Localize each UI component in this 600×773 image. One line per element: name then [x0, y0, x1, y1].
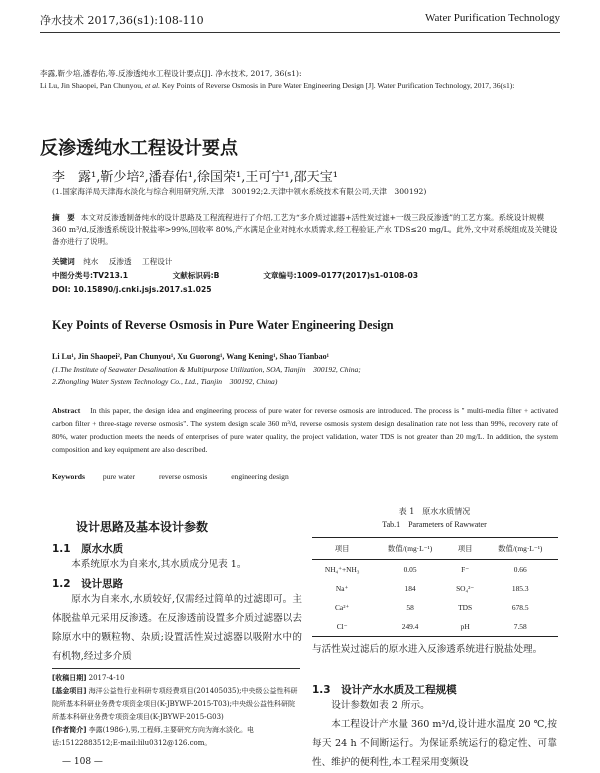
keyword-en: reverse osmosis	[158, 472, 208, 481]
table-row	[312, 560, 558, 580]
citation-en-etal: et al.	[144, 81, 161, 90]
keyword-cn: 反渗透	[108, 257, 132, 266]
affiliation-cn: (1.国家海洋局天津海水淡化与综合利用研究所,天津 300192;2.天津中领水系统技术有限公司,天津 300192)	[52, 187, 427, 196]
keywords-en-label: Keywords	[52, 472, 85, 481]
abstract-cn-text: 本文对反渗透制备纯水的设计思路及工程流程进行了介绍,工艺为“多介质过滤器+活性炭过滤+一级三段反渗透”的工艺方案。系统设计规模 360 m³/d,反渗透系统设计脱盐率>99%,回收率 80%,产水满足企业对纯水水质需求,经工程验证,产水 TDS≤20 mg/L。此外,文中对系统组成及关键设备亦进行了说明。	[52, 213, 558, 246]
paragraph-design-capacity: 本工程设计产水量 360 m³/d,设计进水温度 20 ℃,按每天 24 h 不间断运行。为保证系统运行的稳定性、可靠性、维护的便利性,本工程采用变频设	[312, 719, 557, 768]
header-rule	[40, 32, 560, 33]
table-cell: 0.05	[403, 565, 417, 574]
footnote-rule	[52, 668, 300, 669]
table-cell: Cl⁻	[312, 617, 372, 637]
table-cell: F⁻	[461, 565, 470, 574]
affiliation-en	[52, 364, 361, 388]
journal-header-cn: 净水技术 2017,36(s1):108-110	[40, 14, 204, 27]
raw-water-table-wrapper	[312, 537, 557, 637]
clc-number: 中图分类号:TV213.1	[52, 271, 129, 280]
paragraph-design-idea: 原水为自来水,水质较好,仅需经过简单的过滤即可。主体脱盐单元采用反渗透。在反渗透前设置多介质过滤器以去除原水中的颗粒物、杂质;设置活性炭过滤器以吸附水中的有机物,经过多介质	[52, 594, 302, 662]
authors-en: Li Lu¹, Jin Shaopei², Pan Chunyou¹, Xu Guorong¹, Wang Kening¹, Shao Tianbao¹	[52, 352, 330, 361]
table-header-cell: 数值/(mg·L⁻¹)	[372, 538, 448, 560]
article-number: 文章编号:1009-0177(2017)s1-0108-03	[263, 271, 419, 280]
paragraph-continuation: 与活性炭过滤后的原水进入反渗透系统进行脱盐处理。	[312, 644, 543, 655]
table-cell: Ca²⁺	[334, 603, 350, 612]
keywords-en	[52, 472, 311, 481]
abstract-en-text: In this paper, the design idea and engineering process of pure water for reverse osmosis are introduced. The process is " multi-media filter + activated carbon filter + three-stage reverse osmosis". The system design scale 360 m³/d, reverse osmosis system design desalination rate not less than 99%, recovery rate of 80%, water production meets the needs of enterprises of pure water quality, the project validation, water TDS is not greater than 20 mg/L. In addition, the system composition and key equipment are also described.	[52, 406, 558, 454]
raw-water-table	[312, 537, 558, 637]
paragraph-raw-water: 本系统原水为自来水,其水质成分见表 1。	[71, 559, 247, 570]
table-cell: 678.5	[511, 603, 529, 612]
abstract-en	[52, 404, 558, 456]
citation-en	[40, 80, 560, 92]
abstract-en-label: Abstract	[52, 406, 81, 415]
table-header-row	[312, 538, 558, 560]
document-code: 文献标识码:B	[172, 271, 220, 280]
citation-en-authors: Li Lu, Jin Shaopei, Pan Chunyou,	[40, 81, 145, 90]
table-cell: SO₄²⁻	[456, 584, 475, 593]
table-cell: 185.3	[511, 584, 529, 593]
note-author: [作者简介] 李露(1986-),男,工程师,主要研究方向为海水淡化。电话:15122883512;E-mail:lilu0312@126.com。	[52, 726, 254, 747]
table-header-cell: 项目	[448, 538, 483, 560]
section-heading-1-2: 1.2 设计思路	[52, 578, 124, 590]
keyword-cn: 工程设计	[142, 257, 173, 266]
classification-line	[52, 270, 558, 282]
citation-en-rest: Key Points of Reverse Osmosis in Pure Water Engineering Design [J]. Water Purification Technology, 2017, 36(s1):	[160, 81, 515, 90]
keyword-en: pure water	[102, 472, 136, 481]
authors-cn: 李 露¹,靳少培²,潘春佑¹,徐国荣¹,王可宁¹,邵天宝¹	[52, 170, 338, 185]
table-caption-en: Tab.1 Parameters of Rawwater	[382, 520, 487, 529]
table-caption-cn: 表 1 原水水质情况	[398, 507, 471, 516]
footnotes	[52, 672, 300, 750]
article-title-en: Key Points of Reverse Osmosis in Pure Water Engineering Design	[52, 318, 394, 332]
section-heading-1-3: 1.3 设计产水水质及工程规模	[312, 684, 457, 696]
table-cell: Na⁺	[335, 584, 349, 593]
table-cell: pH	[448, 617, 483, 637]
abstract-cn	[52, 212, 558, 248]
table-cell: 249.4	[372, 617, 448, 637]
keyword-en: engineering design	[231, 472, 289, 481]
journal-header-en: Water Purification Technology	[425, 12, 560, 24]
table-header-cell: 项目	[312, 538, 372, 560]
section-heading-1: 设计思路及基本设计参数	[76, 520, 209, 534]
table-cell: 58	[406, 603, 414, 612]
keyword-cn: 纯水	[83, 257, 99, 266]
affiliation-en-line2: 2.Zhongling Water System Technology Co., Ltd., Tianjin 300192, China)	[52, 377, 278, 386]
table-row	[312, 579, 558, 598]
table-row	[312, 617, 558, 637]
section-heading-1-1: 1.1 原水水质	[52, 543, 124, 555]
keywords-cn	[52, 256, 558, 268]
note-received: [收稿日期] 2017-4-10	[52, 674, 125, 682]
paragraph-design-params: 设计参数如表 2 所示。	[331, 700, 430, 711]
table-cell: TDS	[458, 603, 473, 612]
affiliation-en-line1: (1.The Institute of Seawater Desalination & Multipurpose Utilization, SOA, Tianjin 300192, China;	[52, 365, 361, 374]
table-row	[312, 598, 558, 617]
citation-cn: 李露,靳少培,潘春佑,等.反渗透纯水工程设计要点[J]. 净水技术, 2017, 36(s1):	[40, 69, 302, 78]
table-header-cell: 数值/(mg·L⁻¹)	[482, 538, 558, 560]
page-number: — 108 —	[62, 757, 103, 767]
article-title-cn: 反渗透纯水工程设计要点	[40, 138, 238, 159]
citation-block	[40, 68, 560, 92]
table-cell: NH₄⁺+NH₃	[324, 565, 360, 574]
keywords-cn-label: 关键词	[52, 257, 75, 266]
note-fund: [基金项目] 海洋公益性行业科研专项经费项目(201405035);中央级公益性科研院所基本科研业务费专项资金项目(K-JBYWF-2015-T03);中央级公益性科研院所基本科研业务费专项资金项目(K-JBYWF-2015-G03)	[52, 687, 298, 721]
table-cell: 0.66	[513, 565, 527, 574]
table-cell: 184	[404, 584, 416, 593]
table-cell: 7.58	[482, 617, 558, 637]
doi: DOI: 10.15890/j.cnki.jsjs.2017.s1.025	[52, 285, 212, 294]
abstract-cn-label: 摘 要	[52, 213, 75, 222]
